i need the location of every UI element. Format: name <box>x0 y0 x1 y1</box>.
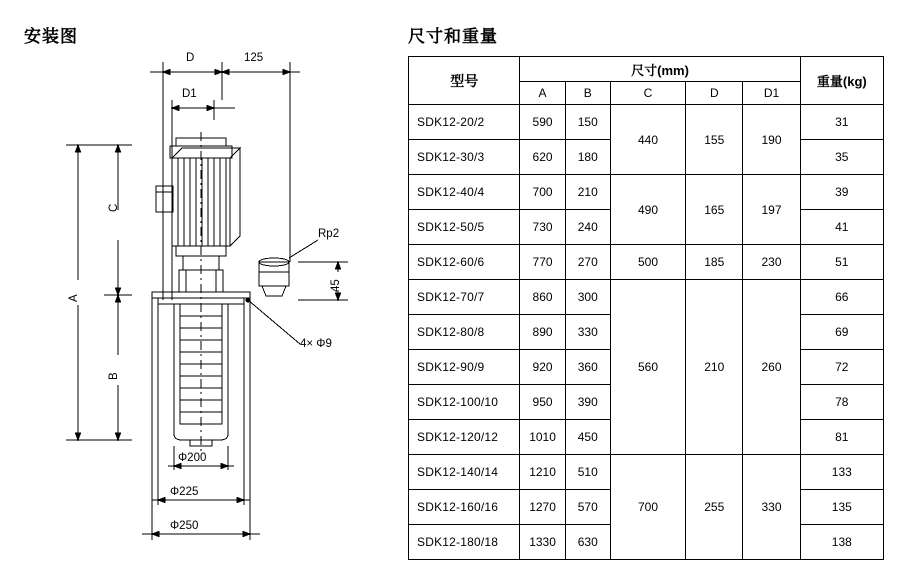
cell-weight: 51 <box>800 245 883 280</box>
cell-model: SDK12-180/18 <box>409 525 520 560</box>
label-45: 45 <box>330 279 342 292</box>
dimensions-weight-table <box>408 56 884 560</box>
column-header-model: 型号 <box>409 57 520 105</box>
cell-a: 1210 <box>520 455 565 490</box>
cell-a: 1330 <box>520 525 565 560</box>
cell-d1: 330 <box>743 455 800 560</box>
installation-drawing-title: 安装图 <box>24 27 78 46</box>
label-rp2: Rp2 <box>318 228 340 240</box>
cell-d: 165 <box>686 175 743 245</box>
cell-b: 510 <box>565 455 610 490</box>
label-c: C <box>108 203 120 212</box>
cell-d1: 260 <box>743 280 800 455</box>
column-header-c: C <box>610 82 685 105</box>
cell-b: 180 <box>565 140 610 175</box>
table-row <box>409 455 884 490</box>
cell-weight: 138 <box>800 525 883 560</box>
cell-b: 330 <box>565 315 610 350</box>
cell-d: 185 <box>686 245 743 280</box>
cell-model: SDK12-90/9 <box>409 350 520 385</box>
label-125: 125 <box>244 52 264 64</box>
cell-model: SDK12-50/5 <box>409 210 520 245</box>
cell-weight: 35 <box>800 140 883 175</box>
cell-a: 620 <box>520 140 565 175</box>
cell-a: 770 <box>520 245 565 280</box>
dimensions-table-container <box>408 56 884 560</box>
cell-d1: 197 <box>743 175 800 245</box>
label-d1: D1 <box>182 88 197 100</box>
cell-a: 950 <box>520 385 565 420</box>
column-header-dimensions: 尺寸(mm) <box>520 57 800 82</box>
cell-weight: 78 <box>800 385 883 420</box>
label-b: B <box>108 372 120 380</box>
cell-model: SDK12-40/4 <box>409 175 520 210</box>
cell-b: 450 <box>565 420 610 455</box>
cell-a: 1010 <box>520 420 565 455</box>
column-header-b: B <box>565 82 610 105</box>
table-row <box>409 245 884 280</box>
column-header-weight: 重量(kg) <box>800 57 883 105</box>
cell-model: SDK12-20/2 <box>409 105 520 140</box>
cell-weight: 72 <box>800 350 883 385</box>
cell-d: 255 <box>686 455 743 560</box>
cell-a: 590 <box>520 105 565 140</box>
cell-model: SDK12-30/3 <box>409 140 520 175</box>
table-row <box>409 280 884 315</box>
cell-d: 210 <box>686 280 743 455</box>
cell-a: 890 <box>520 315 565 350</box>
cell-b: 360 <box>565 350 610 385</box>
cell-b: 630 <box>565 525 610 560</box>
cell-model: SDK12-70/7 <box>409 280 520 315</box>
table-body <box>409 105 884 560</box>
cell-weight: 69 <box>800 315 883 350</box>
cell-a: 1270 <box>520 490 565 525</box>
cell-b: 240 <box>565 210 610 245</box>
cell-c: 440 <box>610 105 685 175</box>
cell-b: 570 <box>565 490 610 525</box>
cell-d: 155 <box>686 105 743 175</box>
label-hole-callout: 4× Φ9 <box>300 338 332 350</box>
cell-a: 730 <box>520 210 565 245</box>
label-a: A <box>68 294 80 302</box>
cell-b: 270 <box>565 245 610 280</box>
cell-weight: 81 <box>800 420 883 455</box>
dimensions-weight-title: 尺寸和重量 <box>408 27 498 46</box>
cell-model: SDK12-100/10 <box>409 385 520 420</box>
pump-installation-drawing <box>0 0 400 570</box>
cell-b: 390 <box>565 385 610 420</box>
cell-weight: 31 <box>800 105 883 140</box>
cell-weight: 41 <box>800 210 883 245</box>
cell-d1: 190 <box>743 105 800 175</box>
table-row <box>409 175 884 210</box>
cell-c: 500 <box>610 245 685 280</box>
cell-c: 490 <box>610 175 685 245</box>
cell-weight: 133 <box>800 455 883 490</box>
label-phi225: Φ225 <box>170 486 199 498</box>
cell-c: 560 <box>610 280 685 455</box>
cell-model: SDK12-140/14 <box>409 455 520 490</box>
label-d: D <box>186 52 195 64</box>
cell-weight: 135 <box>800 490 883 525</box>
cell-b: 300 <box>565 280 610 315</box>
column-header-a: A <box>520 82 565 105</box>
table-header-row-1 <box>409 57 884 82</box>
cell-weight: 39 <box>800 175 883 210</box>
cell-b: 150 <box>565 105 610 140</box>
cell-weight: 66 <box>800 280 883 315</box>
column-header-d1: D1 <box>743 82 800 105</box>
cell-b: 210 <box>565 175 610 210</box>
cell-model: SDK12-80/8 <box>409 315 520 350</box>
cell-c: 700 <box>610 455 685 560</box>
column-header-d: D <box>686 82 743 105</box>
cell-a: 700 <box>520 175 565 210</box>
label-phi200: Φ200 <box>178 452 207 464</box>
cell-a: 860 <box>520 280 565 315</box>
cell-model: SDK12-120/12 <box>409 420 520 455</box>
table-row <box>409 105 884 140</box>
cell-model: SDK12-60/6 <box>409 245 520 280</box>
cell-a: 920 <box>520 350 565 385</box>
label-phi250: Φ250 <box>170 520 199 532</box>
cell-model: SDK12-160/16 <box>409 490 520 525</box>
cell-d1: 230 <box>743 245 800 280</box>
table-head <box>409 57 884 105</box>
